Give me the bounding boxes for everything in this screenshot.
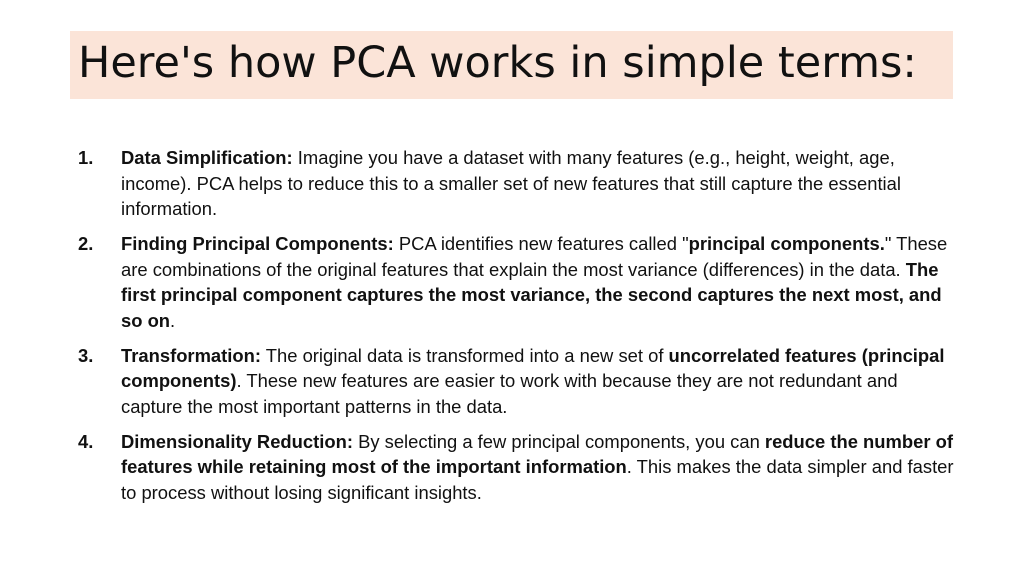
list-number: 3. xyxy=(78,344,94,366)
text-segment: The original data is transformed into a new set of xyxy=(261,344,669,366)
item-heading: Dimensionality Reduction: xyxy=(121,430,353,452)
list-item xyxy=(78,145,958,222)
list-item-text xyxy=(121,147,901,219)
title-banner xyxy=(70,31,953,99)
text-segment: By selecting a few principal components, you can xyxy=(352,430,765,452)
item-heading: Transformation: xyxy=(121,344,261,366)
text-segment: . xyxy=(170,309,176,331)
text-segment: . These new features are easier to work with because they are not redundant and capture the most important patterns in the data. xyxy=(121,370,898,417)
text-segment: PCA identifies new features called " xyxy=(393,233,689,254)
list-number: 2. xyxy=(78,233,94,254)
bold-segment: reduce the number of features while retaining most of the important information xyxy=(121,430,953,477)
list-item xyxy=(78,231,958,333)
item-heading: Finding Principal Components: xyxy=(121,233,394,254)
list-number: 4. xyxy=(78,430,94,452)
bold-segment: uncorrelated features (principal components) xyxy=(121,344,945,391)
list-item-text xyxy=(121,233,947,331)
text-segment: " These are combinations of the original features that explain the most variance (differences) in the data. xyxy=(121,233,948,280)
numbered-list xyxy=(78,145,958,515)
list-item xyxy=(78,343,958,420)
slide-title: Here's how PCA works in simple terms: xyxy=(78,38,917,88)
bold-segment: The first principal component captures the most variance, the second captures the next most, and so on xyxy=(121,258,942,331)
text-segment: . This makes the data simpler and faster to process without losing significant insights. xyxy=(121,456,954,503)
list-item-text xyxy=(121,345,944,417)
item-heading: Data Simplification: xyxy=(121,147,293,168)
list-item xyxy=(78,429,958,506)
list-number: 1. xyxy=(78,147,94,168)
text-segment: Imagine you have a dataset with many features (e.g., height, weight, age, income). PCA helps to reduce this to a smaller set of new features that still capture the essential information. xyxy=(121,147,901,219)
list-item-text xyxy=(121,431,954,503)
bold-segment: principal components. xyxy=(688,233,885,254)
